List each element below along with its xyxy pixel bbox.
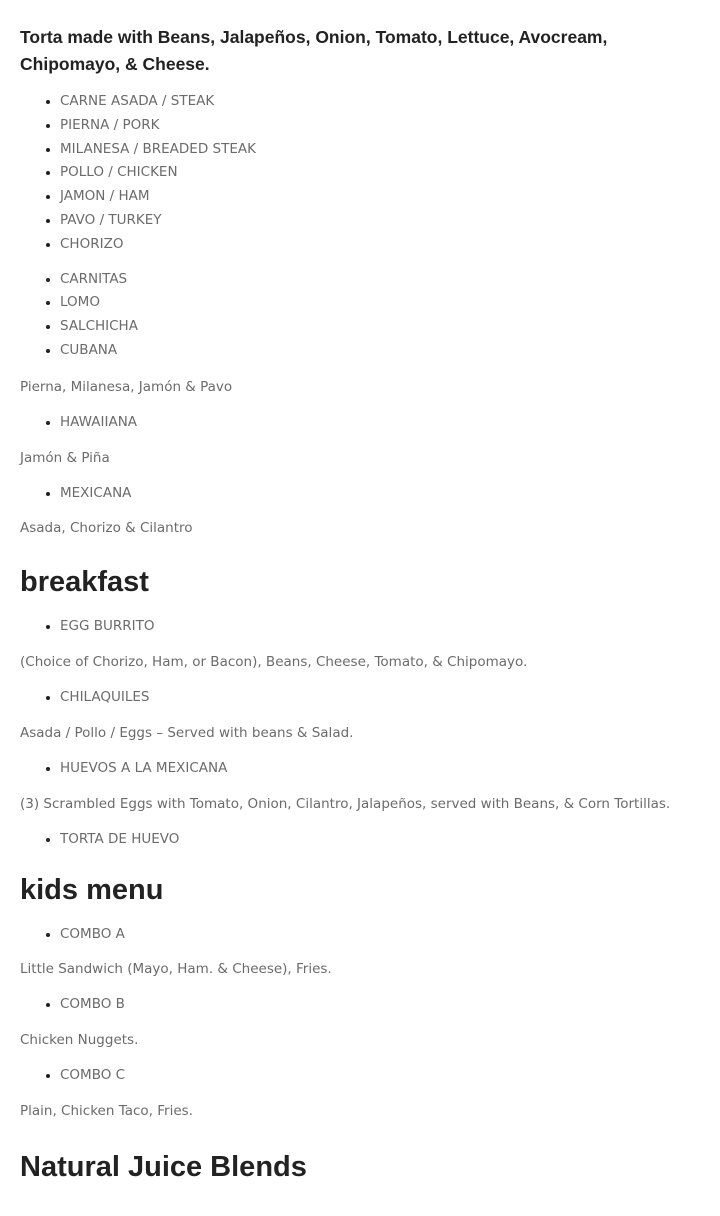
list-item: • POLLO / CHICKEN	[60, 161, 700, 185]
torta-list-mexicana	[20, 482, 700, 506]
list-item: • HUEVOS A LA MEXICANA	[60, 757, 700, 781]
list-item: • CARNITAS	[60, 268, 700, 292]
section-title-juice-blends: Natural Juice Blends	[20, 1150, 307, 1183]
list-item: • JAMON / HAM	[60, 185, 700, 209]
list-item: • LOMO	[60, 291, 700, 315]
breakfast-list	[20, 828, 700, 852]
list-item: • CHORIZO	[60, 233, 700, 257]
list-item: • HAWAIIANA	[60, 411, 700, 435]
list-item: • COMBO A	[60, 923, 700, 947]
torta-list-secondary	[20, 268, 700, 363]
kids-menu-list	[20, 923, 700, 947]
list-item: • COMBO B	[60, 993, 700, 1017]
breakfast-list	[20, 615, 700, 639]
list-item: • CHILAQUILES	[60, 686, 700, 710]
item-description: Asada, Chorizo & Cilantro	[20, 520, 193, 537]
list-item: • CARNE ASADA / STEAK	[60, 90, 700, 114]
breakfast-list	[20, 686, 700, 710]
kids-menu-list	[20, 1064, 700, 1088]
list-item: • COMBO C	[60, 1064, 700, 1088]
item-description: Jamón & Piña	[20, 449, 110, 466]
breakfast-list	[20, 757, 700, 781]
torta-list-hawaiiana	[20, 411, 700, 435]
item-description: Chicken Nuggets.	[20, 1032, 139, 1049]
list-item: • MEXICANA	[60, 482, 700, 506]
item-description: (Choice of Chorizo, Ham, or Bacon), Beans, Cheese, Tomato, & Chipomayo.	[20, 654, 528, 671]
list-item: • CUBANA	[60, 339, 700, 363]
item-description: Plain, Chicken Taco, Fries.	[20, 1102, 193, 1119]
item-description: Asada / Pollo / Eggs – Served with beans & Salad.	[20, 724, 354, 741]
section-title-breakfast: breakfast	[20, 566, 149, 599]
kids-menu-list	[20, 993, 700, 1017]
list-item: • EGG BURRITO	[60, 615, 700, 639]
list-item: • PAVO / TURKEY	[60, 209, 700, 233]
item-description: Little Sandwich (Mayo, Ham. & Cheese), Fries.	[20, 961, 332, 978]
list-item: • MILANESA / BREADED STEAK	[60, 138, 700, 162]
section-title-kids-menu: kids menu	[20, 873, 164, 906]
list-item: • SALCHICHA	[60, 315, 700, 339]
list-item: • TORTA DE HUEVO	[60, 828, 700, 852]
torta-intro: Torta made with Beans, Jalapeños, Onion, Tomato, Lettuce, Avocream, Chipomayo, & Cheese.	[20, 27, 608, 74]
item-description: (3) Scrambled Eggs with Tomato, Onion, Cilantro, Jalapeños, served with Beans, & Corn Tortillas.	[20, 795, 671, 812]
torta-list-primary	[20, 90, 700, 257]
list-item: • PIERNA / PORK	[60, 114, 700, 138]
item-description: Pierna, Milanesa, Jamón & Pavo	[20, 378, 233, 395]
